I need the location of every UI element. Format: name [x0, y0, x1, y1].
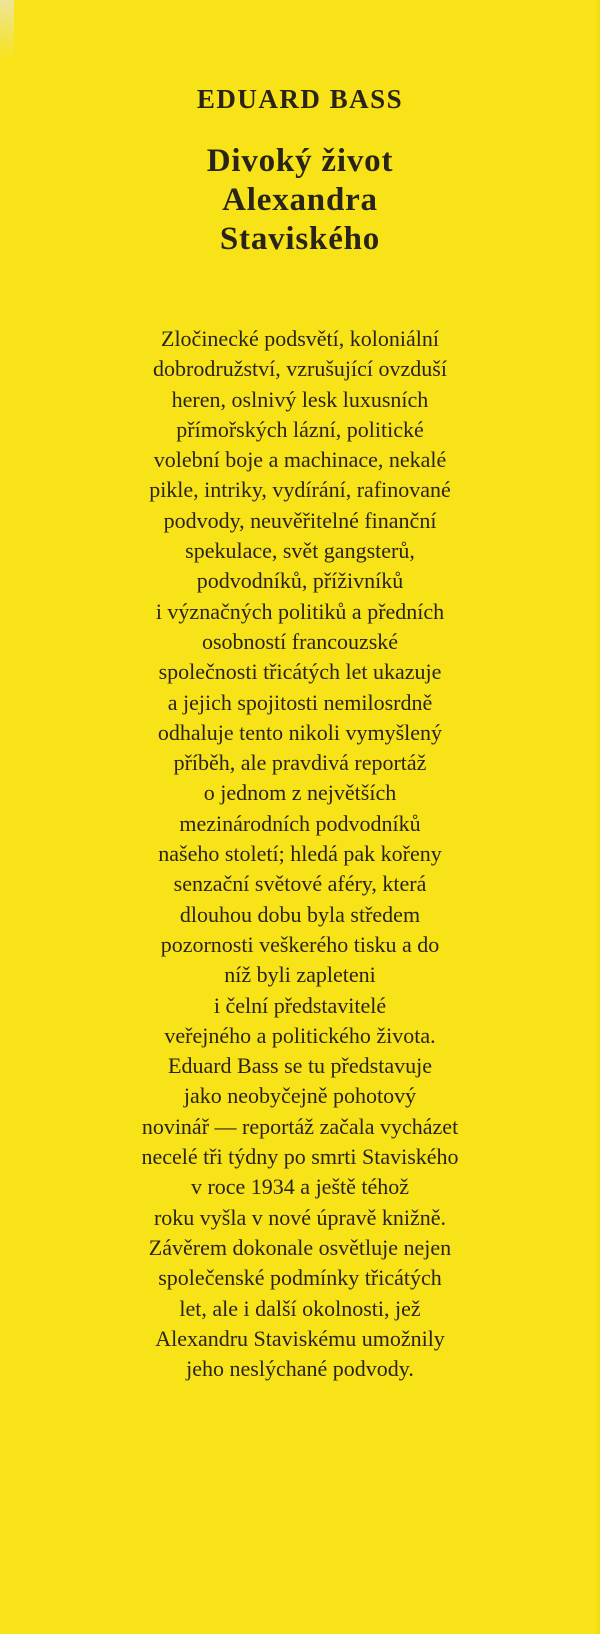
blurb-line: podvody, neuvěřitelné finanční [163, 507, 437, 533]
blurb-line: novinář — reportáž začala vycházet [141, 1113, 459, 1139]
blurb-line: i čelní představitelé [213, 992, 387, 1018]
blurb-line: mezinárodních podvodníků [179, 810, 421, 836]
book-blurb [70, 324, 530, 1384]
blurb-line: příběh, ale pravdivá reportáž [173, 750, 427, 776]
blurb-line: senzační světové aféry, která [173, 871, 427, 897]
blurb-line: odhaluje tento nikoli vymyšlený [157, 719, 443, 745]
book-title [0, 142, 600, 259]
blurb-line: podvodníků, příživníků [196, 568, 404, 594]
blurb-line: dobrodružství, vzrušující ovzduší [153, 356, 447, 382]
blurb-line: spekulace, svět gangsterů, [185, 538, 415, 564]
blurb-line: jako neobyčejně pohotový [183, 1083, 417, 1109]
blurb-line: roku vyšla v nové úpravě knižně. [153, 1204, 447, 1230]
blurb-line: heren, oslnivý lesk luxusních [171, 386, 429, 412]
blurb-line: pikle, intriky, vydírání, rafinované [149, 477, 451, 503]
blurb-line: Alexandru Staviskému umožnily [155, 1325, 445, 1351]
title-line: Divoký život [206, 143, 394, 179]
blurb-line: našeho století; hledá pak kořeny [158, 841, 442, 867]
blurb-line: Zločinecké podsvětí, koloniální [161, 326, 439, 351]
blurb-line: přímořských lázní, politické [176, 416, 424, 442]
blurb-line: necelé tři týdny po smrti Staviského [141, 1144, 459, 1170]
blurb-line: i význačných politiků a předních [155, 598, 445, 624]
blurb-line: níž byli zapleteni [224, 962, 376, 988]
blurb-line: jeho neslýchané podvody. [186, 1356, 414, 1382]
blurb-line: Eduard Bass se tu představuje [168, 1053, 432, 1079]
blurb-line: společenské podmínky třicátých [158, 1265, 442, 1291]
blurb-line: veřejného a politického života. [164, 1022, 436, 1048]
blurb-line: osobností francouzské [201, 628, 399, 654]
blurb-line: společnosti třicátých let ukazuje [158, 659, 442, 685]
title-line: Alexandra [222, 182, 378, 218]
blurb-line: let, ale i další okolnosti, jež [179, 1295, 421, 1321]
blurb-line: o jednom z největších [203, 780, 397, 806]
blurb-line: pozornosti veškerého tisku a do [160, 931, 440, 957]
blurb-line: v roce 1934 a ještě téhož [190, 1174, 410, 1200]
blurb-line: a jejich spojitosti nemilosrdně [167, 689, 433, 715]
author-name: EDUARD BASS [196, 84, 404, 114]
blurb-line: Závěrem dokonale osvětluje nejen [148, 1234, 452, 1260]
title-line: Staviského [219, 221, 381, 257]
blurb-line: dlouhou dobu byla středem [179, 901, 421, 927]
blurb-line: volební boje a machinace, nekalé [153, 447, 447, 473]
